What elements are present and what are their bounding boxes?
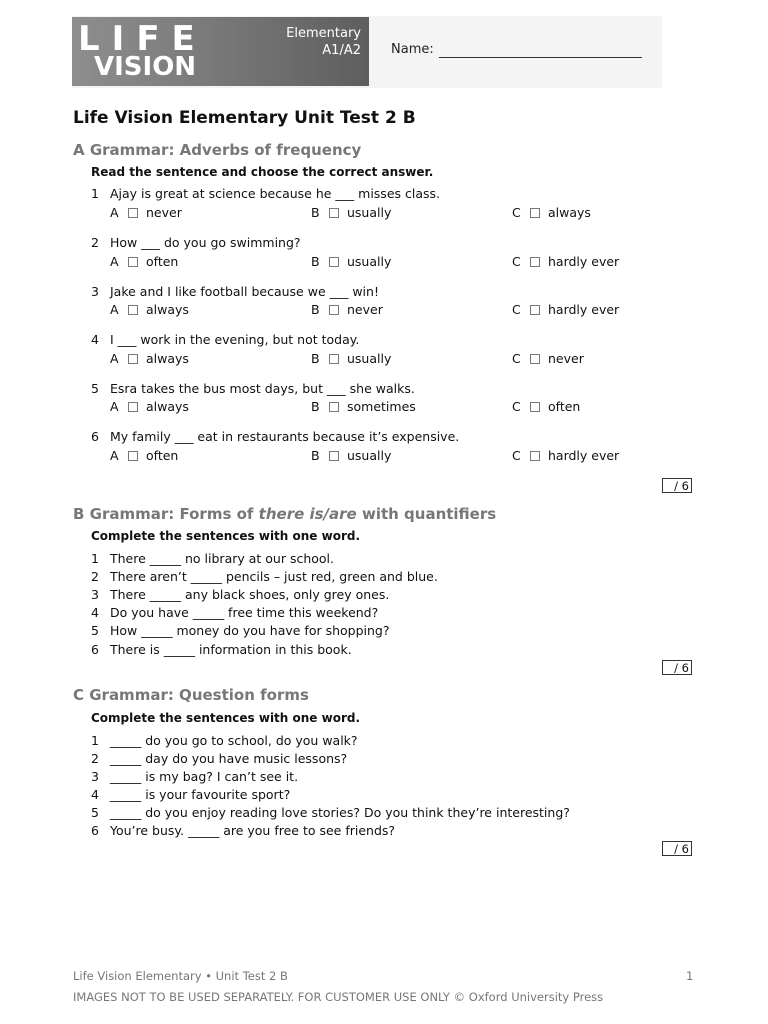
question-number: 2 (91, 235, 99, 250)
question-number: 3 (91, 284, 99, 299)
option-a5-b[interactable]: B sometimes (311, 399, 416, 414)
section-b-score-box[interactable]: / 6 (662, 660, 692, 675)
question-c6: 6 You’re busy. _____ are you free to see friends? (91, 823, 396, 838)
checkbox[interactable] (128, 208, 138, 218)
option-a6-c[interactable]: C hardly ever (512, 448, 620, 463)
name-label: Name: (391, 42, 434, 57)
option-a4-c[interactable]: C never (512, 351, 584, 366)
section-a-score-box[interactable]: / 6 (662, 478, 692, 493)
checkbox[interactable] (329, 402, 339, 412)
option-a3-c[interactable]: C hardly ever (512, 302, 620, 317)
checkbox[interactable] (329, 354, 339, 364)
checkbox[interactable] (329, 305, 339, 315)
question-b1: 1 There _____ no library at our school. (91, 551, 334, 566)
checkbox[interactable] (329, 208, 339, 218)
footer-copyright: IMAGES NOT TO BE USED SEPARATELY. FOR CUSTOMER USE ONLY © Oxford University Press (73, 990, 604, 1004)
checkbox[interactable] (329, 451, 339, 461)
page-title: Life Vision Elementary Unit Test 2 B (73, 108, 416, 128)
level-label (286, 25, 361, 59)
checkbox[interactable] (530, 354, 540, 364)
life-vision-logo (72, 17, 369, 86)
checkbox[interactable] (530, 305, 540, 315)
logo-line1: LIFE (78, 19, 207, 59)
section-c-instruction: Complete the sentences with one word. (91, 711, 361, 725)
question-c2: 2 _____ day do you have music lessons? (91, 751, 348, 766)
checkbox[interactable] (128, 257, 138, 267)
question-a1 (91, 186, 440, 201)
question-number: 1 (91, 186, 99, 201)
section-c-score-box[interactable]: / 6 (662, 841, 692, 856)
checkbox[interactable] (530, 402, 540, 412)
checkbox[interactable] (530, 451, 540, 461)
logo-line2: VISION (94, 52, 197, 82)
option-a6-b[interactable]: B usually (311, 448, 392, 463)
question-text: My family ___ eat in restaurants because it’s expensive. (110, 429, 460, 444)
option-a3-a[interactable]: A always (110, 302, 189, 317)
section-a-instruction: Read the sentence and choose the correct answer. (91, 165, 434, 179)
question-b3: 3 There _____ any black shoes, only grey ones. (91, 587, 390, 602)
question-a5 (91, 381, 415, 396)
question-text: Esra takes the bus most days, but ___ she walks. (110, 381, 415, 396)
checkbox[interactable] (329, 257, 339, 267)
option-a4-a[interactable]: A always (110, 351, 189, 366)
option-a2-b[interactable]: B usually (311, 254, 392, 269)
question-c1: 1 _____ do you go to school, do you walk? (91, 733, 358, 748)
question-number: 4 (91, 332, 99, 347)
question-text: I ___ work in the evening, but not today. (110, 332, 360, 347)
page-number: 1 (686, 969, 694, 983)
checkbox[interactable] (530, 208, 540, 218)
option-a1-b[interactable]: B usually (311, 205, 392, 220)
option-a2-c[interactable]: C hardly ever (512, 254, 620, 269)
question-b4: 4 Do you have _____ free time this weekend? (91, 605, 379, 620)
question-a6 (91, 429, 459, 444)
footer-title: Life Vision Elementary • Unit Test 2 B (73, 969, 288, 983)
checkbox[interactable] (128, 402, 138, 412)
question-text: How ___ do you go swimming? (110, 235, 301, 250)
checkbox[interactable] (128, 451, 138, 461)
checkbox[interactable] (128, 354, 138, 364)
question-a2 (91, 235, 301, 250)
checkbox[interactable] (128, 305, 138, 315)
question-b2: 2 There aren’t _____ pencils – just red, green and blue. (91, 569, 438, 584)
option-a5-a[interactable]: A always (110, 399, 189, 414)
section-a-heading: A Grammar: Adverbs of frequency (73, 141, 362, 159)
question-text: Jake and I like football because we ___ win! (110, 284, 379, 299)
option-a6-a[interactable]: A often (110, 448, 179, 463)
question-c5: 5 _____ do you enjoy reading love stories? Do you think they’re interesting? (91, 805, 570, 820)
option-a3-b[interactable]: B never (311, 302, 383, 317)
question-a3 (91, 284, 379, 299)
section-c-heading: C Grammar: Question forms (73, 686, 309, 704)
section-b-instruction: Complete the sentences with one word. (91, 529, 361, 543)
name-field[interactable] (439, 57, 642, 58)
checkbox[interactable] (530, 257, 540, 267)
question-c3: 3 _____ is my bag? I can’t see it. (91, 769, 299, 784)
question-number: 5 (91, 381, 99, 396)
option-a1-c[interactable]: C always (512, 205, 591, 220)
option-a1-a[interactable]: A never (110, 205, 182, 220)
question-a4 (91, 332, 359, 347)
option-a4-b[interactable]: B usually (311, 351, 392, 366)
level-line2: A1/A2 (322, 43, 361, 58)
option-a5-c[interactable]: C often (512, 399, 581, 414)
question-text: Ajay is great at science because he ___ misses class. (110, 186, 440, 201)
question-c4: 4 _____ is your favourite sport? (91, 787, 291, 802)
question-number: 6 (91, 429, 99, 444)
question-b5: 5 How _____ money do you have for shopping? (91, 623, 390, 638)
question-b6: 6 There is _____ information in this book. (91, 642, 352, 657)
level-line1: Elementary (286, 26, 361, 41)
option-a2-a[interactable]: A often (110, 254, 179, 269)
section-b-heading: B Grammar: Forms of there is/are with quantifiers (73, 505, 497, 523)
